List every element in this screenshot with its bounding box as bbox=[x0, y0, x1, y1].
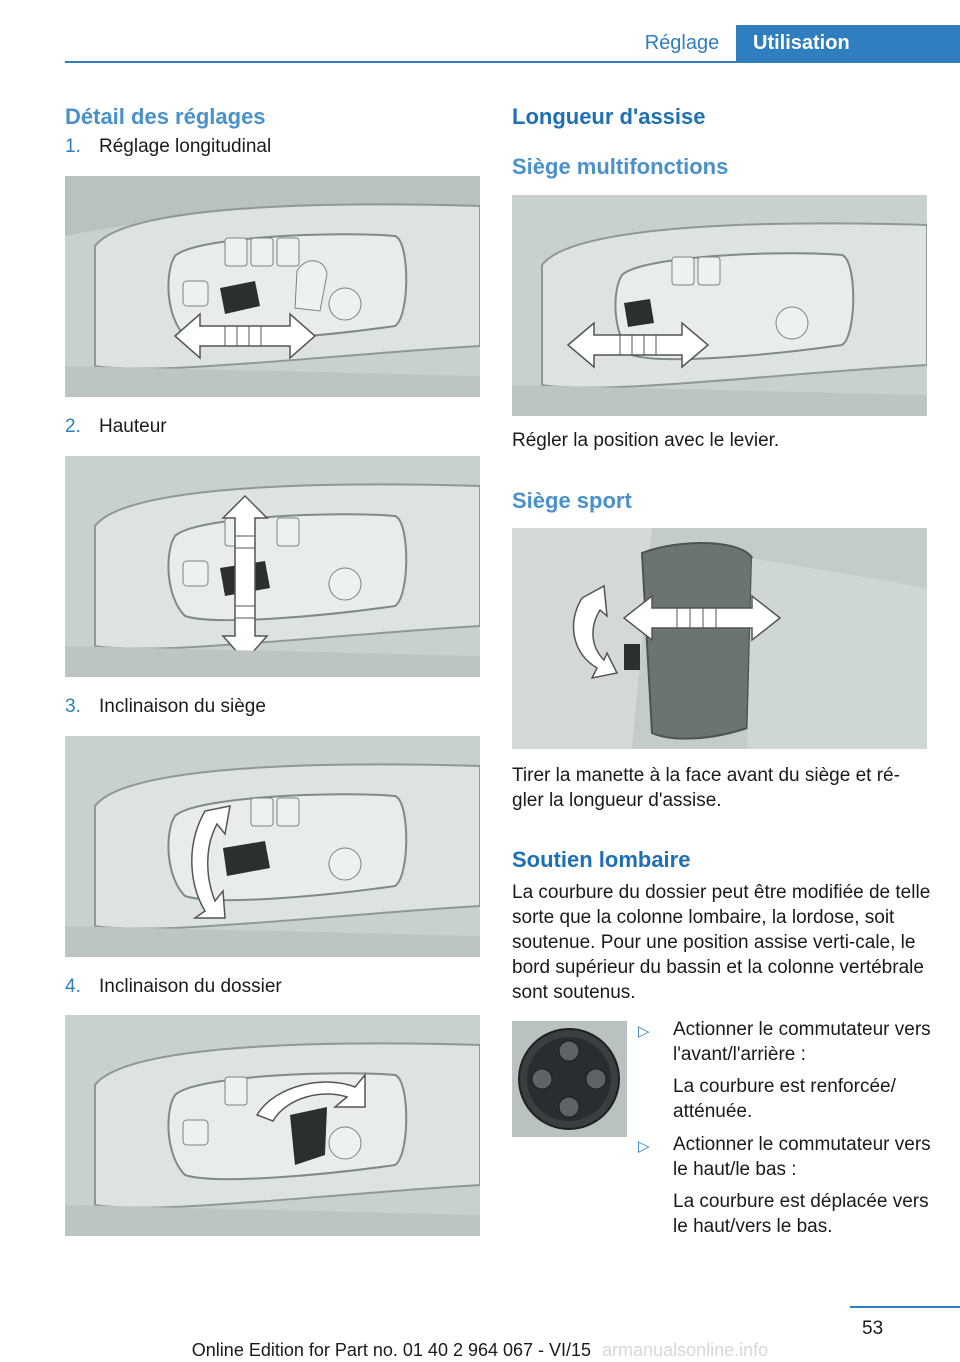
figure-backrest-tilt bbox=[65, 1015, 480, 1236]
figure-multifunction-seat bbox=[512, 195, 927, 416]
list-item-2 bbox=[65, 416, 167, 438]
heading-lumbar: Soutien lombaire bbox=[512, 847, 691, 872]
header-section-tab[interactable]: Réglage bbox=[644, 31, 720, 54]
triangle-bullet-icon: ▷ bbox=[638, 1023, 650, 1040]
footer-edition bbox=[0, 1340, 960, 1361]
text-sport-seat: Tirer la manette à la face avant du siège et ré‐gler la longueur d'assise. bbox=[512, 765, 900, 811]
figure-longitudinal bbox=[65, 176, 480, 397]
list-item bbox=[638, 1017, 938, 1124]
list-item bbox=[638, 1132, 938, 1239]
list-item-3 bbox=[65, 696, 266, 718]
item-number: 4. bbox=[65, 976, 81, 997]
figure-height bbox=[65, 456, 480, 677]
item-label: Réglage longitudinal bbox=[99, 136, 272, 157]
item-number: 3. bbox=[65, 696, 81, 717]
bullet-text: Actionner le commutateur vers l'avant/l'arrière : bbox=[673, 1019, 931, 1065]
bullet-subtext: La courbure est déplacée vers le haut/vers le bas. bbox=[673, 1191, 929, 1237]
item-number: 2. bbox=[65, 416, 81, 437]
watermark: armanualsonline.info bbox=[602, 1340, 769, 1360]
item-number: 1. bbox=[65, 136, 81, 157]
header-chapter-tab[interactable]: Utilisation bbox=[736, 25, 960, 61]
text-multifunction: Régler la position avec le levier. bbox=[512, 430, 780, 451]
text-lumbar: La courbure du dossier peut être modifiée de telle sorte que la colonne lombaire, la lordose, soit soutenue. Pour une position assise verti‐cale, le bord supérieur du bassin et la colonne vertébrale sont soutenus. bbox=[512, 882, 931, 1003]
item-label: Inclinaison du siège bbox=[99, 696, 266, 717]
footer-rule bbox=[850, 1306, 960, 1308]
bullet-subtext: La courbure est renforcée/ atténuée. bbox=[673, 1076, 896, 1122]
lumbar-instructions bbox=[638, 1017, 938, 1247]
right-heading: Longueur d'assise bbox=[512, 104, 706, 129]
header-rule bbox=[65, 61, 960, 63]
bullet-text: Actionner le commutateur vers le haut/le bas : bbox=[673, 1134, 931, 1180]
edition-text: Online Edition for Part no. 01 40 2 964 067 - VI/15 bbox=[191, 1340, 592, 1360]
left-heading: Détail des réglages bbox=[65, 104, 266, 129]
triangle-bullet-icon: ▷ bbox=[638, 1138, 650, 1155]
page-number: 53 bbox=[862, 1318, 884, 1339]
item-label: Hauteur bbox=[99, 416, 167, 437]
item-label: Inclinaison du dossier bbox=[99, 976, 282, 997]
figure-lumbar-switch bbox=[512, 1021, 627, 1137]
subheading-sport-seat: Siège sport bbox=[512, 488, 632, 513]
figure-sport-seat bbox=[512, 528, 927, 749]
figure-seat-tilt bbox=[65, 736, 480, 957]
list-item-4 bbox=[65, 976, 282, 998]
subheading-multifunction: Siège multifonctions bbox=[512, 154, 729, 179]
list-item-1 bbox=[65, 136, 271, 158]
